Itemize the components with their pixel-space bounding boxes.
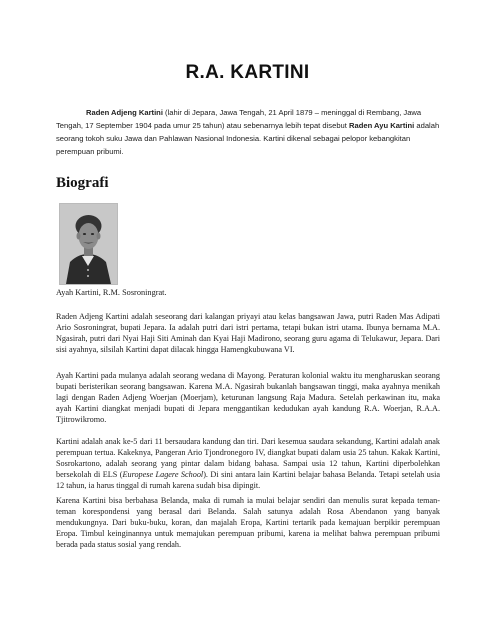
intro-alt-name: Raden Ayu Kartini xyxy=(349,121,415,130)
portrait-photo xyxy=(59,203,118,285)
paragraph-3-text-b: ). Di sini antara lain Kartini belajar bahasa Belanda. Tetapi setelah usia 12 tahun, ia harus tinggal di rumah karena sudah bisa dipingit. xyxy=(56,470,440,490)
biography-paragraph-4: Karena Kartini bisa berbahasa Belanda, maka di rumah ia mulai belajar sendiri dan menulis surat kepada teman-teman korespondensi yang berasal dari Belanda. Salah satunya adalah Rosa Abendanon yang banyak mendukungnya. Dari buku-buku, koran, dan majalah Eropa, Kartini tertarik pada kemajuan berpikir perempuan Eropa. Timbul keinginannya untuk memajukan perempuan pribumi, karena ia melihat bahwa perempuan pribumi berada pada status sosial yang rendah. xyxy=(56,496,440,549)
intro-name: Raden Adjeng Kartini xyxy=(86,108,163,117)
intro-paragraph xyxy=(56,106,441,158)
portrait-image xyxy=(60,204,117,284)
photo-caption: Ayah Kartini, R.M. Sosroningrat. xyxy=(56,288,167,297)
biography-paragraph-2: Ayah Kartini pada mulanya adalah seorang wedana di Mayong. Peraturan kolonial waktu itu mengharuskan seorang bupati beristerikan seorang bangsawan. Karena M.A. Ngasirah bukanlah bangsawan tinggi, maka ayahnya menikah lagi dengan Raden Adjeng Woerjan (Moerjam), keturunan langsung Raja Madura. Setelah perkawinan itu, maka ayah Kartini diangkat menjadi bupati di Jepara menggantikan kedudukan ayah kandung R.A. Woerjan, R.A.A. Tjitrowikromo. xyxy=(56,371,440,424)
section-heading-biografi: Biografi xyxy=(56,175,109,191)
paragraph-3-school-name: Europese Lagere School xyxy=(122,470,204,479)
intro-text-1: (lahir di Jepara, Jawa Tengah, 21 April 1879 – meninggal di Rembang, Jawa Tengah, 17 September 1904 pada umur 25 tahun) atau sebenarnya lebih tepat disebut xyxy=(56,108,422,130)
biography-paragraph-3 xyxy=(56,436,440,491)
biography-paragraph-1: Raden Adjeng Kartini adalah seseorang dari kalangan priyayi atau kelas bangsawan Jawa, putri Raden Mas Adipati Ario Sosroningrat, bupati Jepara. Ia adalah putri dari istri pertama, tetapi bukan istri utama. Ibunya bernama M.A. Ngasirah, putri dari Nyai Haji Siti Aminah dan Kyai Haji Madirono, seorang guru agama di Telukawur, Jepara. Dari sisi ayahnya, silsilah Kartini dapat dilacak hingga Hamengkubuwana VI. xyxy=(56,312,440,354)
paragraph-3-text-a: Kartini adalah anak ke-5 dari 11 bersaudara kandung dan tiri. Dari kesemua saudara sekandung, Kartini adalah anak perempuan tertua. Kakeknya, Pangeran Ario Tjondronegoro IV, diangkat bupati dalam usia 25 tahun. Kakak Kartini, Sosrokartono, adalah seorang yang pintar dalam bidang bahasa. Sampai usia 12 tahun, Kartini diperbolehkan bersekolah di ELS ( xyxy=(56,437,440,479)
page-title: R.A. KARTINI xyxy=(185,62,310,83)
intro-text-2: adalah seorang tokoh suku Jawa dan Pahlawan Nasional Indonesia. Kartini dikenal sebagai pelopor kebangkitan perempuan pribumi. xyxy=(56,121,440,156)
